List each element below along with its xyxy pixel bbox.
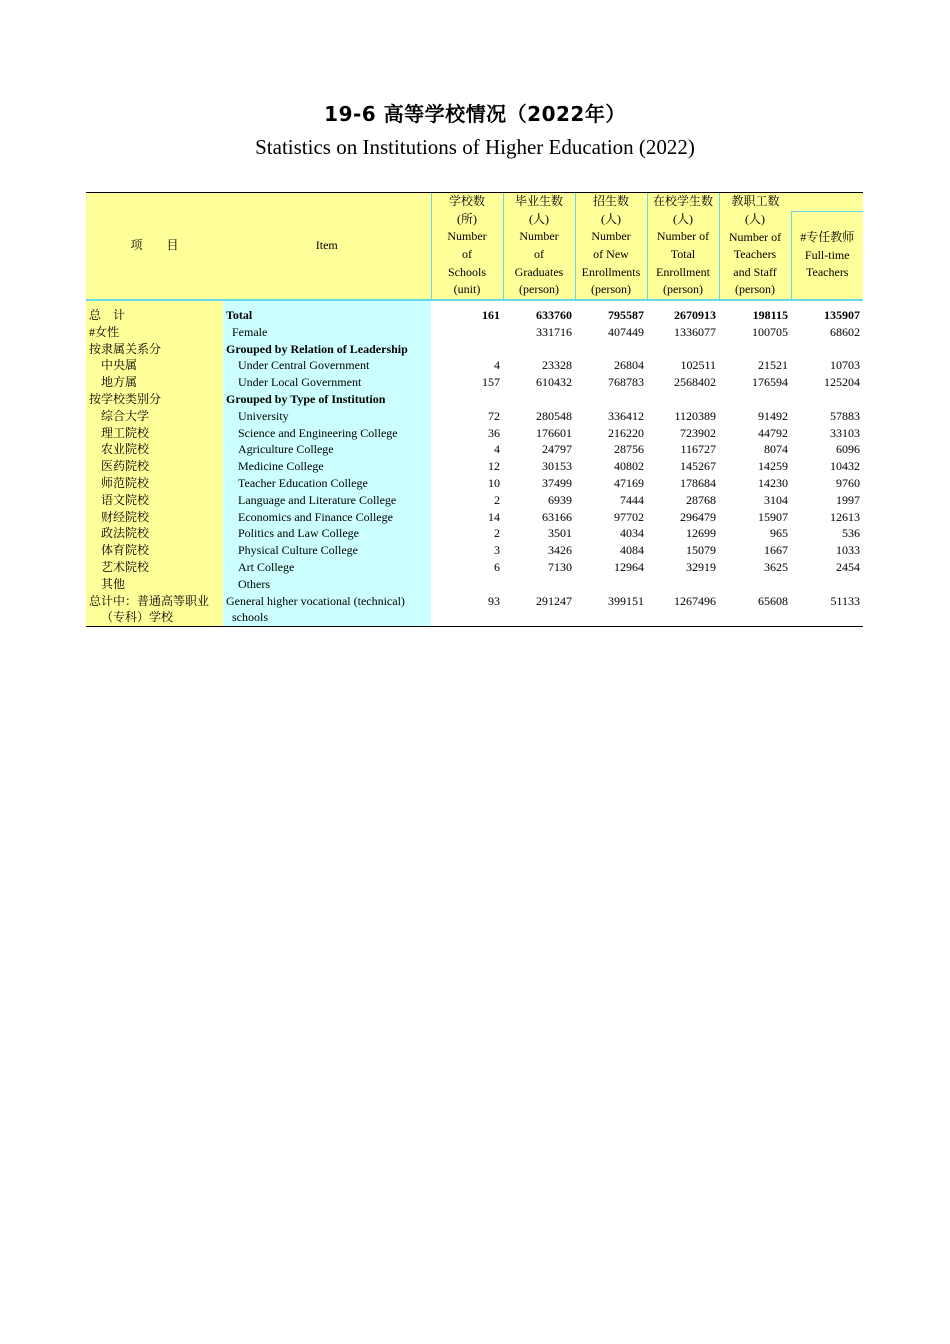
table-row xyxy=(86,492,863,509)
header-staff: (人) Number of Teachers and Staff (person) xyxy=(719,211,791,299)
cell-value: 51133 xyxy=(791,593,863,627)
cell-value: 2568402 xyxy=(674,375,716,390)
cell-value: 12964 xyxy=(614,560,644,575)
row-label-en: Female xyxy=(223,324,431,341)
cell-value: 176594 xyxy=(752,375,788,390)
table-row xyxy=(86,542,863,559)
cell-value: 2 xyxy=(494,526,500,541)
cell-value: 8074 xyxy=(764,442,788,457)
page-title-english: Statistics on Institutions of Higher Education (2022) xyxy=(255,135,695,159)
cell-value xyxy=(503,576,575,593)
cell-value: 23328 xyxy=(542,358,572,373)
spacer xyxy=(223,300,431,307)
row-label-en: Agriculture College xyxy=(223,441,431,458)
row-label-en: Under Local Government xyxy=(223,374,431,391)
table-row xyxy=(86,525,863,542)
cell-value xyxy=(647,391,719,408)
cell-value: 125204 xyxy=(824,375,860,390)
cell-value: 198115 xyxy=(752,308,788,323)
cell-value: 610432 xyxy=(536,375,572,390)
cell-value: 33103 xyxy=(830,425,860,440)
cell-value: 6939 xyxy=(548,492,572,507)
row-label-en: Teacher Education College xyxy=(223,475,431,492)
cell-value: 3501 xyxy=(548,526,572,541)
cell-value xyxy=(791,391,863,408)
cell-value: 3426 xyxy=(548,543,572,558)
cell-value: 3104 xyxy=(764,492,788,507)
cell-value: 14 xyxy=(488,509,500,524)
cell-value: 10432 xyxy=(830,459,860,474)
cell-value: 336412 xyxy=(608,408,644,423)
cell-value xyxy=(431,576,503,593)
table-row xyxy=(86,441,863,458)
cell-value: 28768 xyxy=(686,492,716,507)
cell-value: 30153 xyxy=(542,459,572,474)
header-item-cn: 项 目 xyxy=(86,193,223,300)
cell-value: 3 xyxy=(494,543,500,558)
cell-value: 2670913 xyxy=(674,308,716,323)
row-label-cn: 按隶属关系分 xyxy=(86,341,223,358)
cell-value: 24797 xyxy=(542,442,572,457)
cell-value: 37499 xyxy=(542,476,572,491)
cell-value xyxy=(503,341,575,358)
row-label-en: Grouped by Type of Institution xyxy=(223,391,431,408)
table-row xyxy=(86,374,863,391)
row-label-cn: 体育院校 xyxy=(86,542,223,559)
cell-value xyxy=(647,341,719,358)
cell-value xyxy=(791,341,863,358)
cell-value: 4 xyxy=(494,442,500,457)
row-label-cn: #女性 xyxy=(86,324,223,341)
spacer xyxy=(431,300,863,307)
cell-value: 1267496 xyxy=(647,593,719,627)
row-label-cn: 中央属 xyxy=(86,357,223,374)
row-label-cn: 其他 xyxy=(86,576,223,593)
row-label-en: Politics and Law College xyxy=(223,525,431,542)
cell-value: 768783 xyxy=(608,375,644,390)
cell-value xyxy=(431,341,503,358)
cell-value: 15907 xyxy=(758,509,788,524)
row-label-en: Grouped by Relation of Leadership xyxy=(223,341,431,358)
row-label-en: Medicine College xyxy=(223,458,431,475)
cell-value xyxy=(431,324,503,341)
cell-value: 145267 xyxy=(680,459,716,474)
cell-value: 399151 xyxy=(575,593,647,627)
row-label-cn: 总 计 xyxy=(86,307,223,324)
cell-value: 40802 xyxy=(614,459,644,474)
row-label-en: Under Central Government xyxy=(223,357,431,374)
cell-value xyxy=(719,341,791,358)
cell-value: 633760 xyxy=(536,308,572,323)
cell-value: 12 xyxy=(488,459,500,474)
cell-value xyxy=(575,576,647,593)
cell-value: 7130 xyxy=(548,560,572,575)
header-schools: 学校数 (所) Number of Schools (unit) xyxy=(431,193,503,300)
cell-value: 2454 xyxy=(836,560,860,575)
row-label-cn: 财经院校 xyxy=(86,509,223,526)
cell-value xyxy=(647,576,719,593)
cell-value xyxy=(719,391,791,408)
row-label-cn: 医药院校 xyxy=(86,458,223,475)
cell-value: 1997 xyxy=(836,492,860,507)
header-item-en: Item xyxy=(223,193,431,300)
cell-value: 72 xyxy=(488,408,500,423)
cell-value: 47169 xyxy=(614,476,644,491)
cell-value: 10 xyxy=(488,476,500,491)
cell-value: 280548 xyxy=(536,408,572,423)
cell-value: 6096 xyxy=(836,442,860,457)
table-row xyxy=(86,341,863,358)
row-label-en: Total xyxy=(223,307,431,324)
table-row xyxy=(86,458,863,475)
cell-value: 32919 xyxy=(686,560,716,575)
cell-value: 91492 xyxy=(758,408,788,423)
cell-value xyxy=(503,391,575,408)
cell-value: 135907 xyxy=(824,308,860,323)
cell-value: 1033 xyxy=(836,543,860,558)
row-label-cn: 农业院校 xyxy=(86,441,223,458)
row-label-en: Economics and Finance College xyxy=(223,509,431,526)
cell-value: 26804 xyxy=(614,358,644,373)
row-label-en: Language and Literature College xyxy=(223,492,431,509)
cell-value: 407449 xyxy=(608,324,644,339)
cell-value: 100705 xyxy=(752,324,788,339)
row-label-cn: 政法院校 xyxy=(86,525,223,542)
cell-value: 178684 xyxy=(680,476,716,491)
row-label-cn: 按学校类别分 xyxy=(86,391,223,408)
cell-value: 4 xyxy=(494,358,500,373)
cell-value: 12699 xyxy=(686,526,716,541)
cell-value: 536 xyxy=(842,526,860,541)
table-row xyxy=(86,576,863,593)
cell-value: 102511 xyxy=(680,358,716,373)
cell-value: 116727 xyxy=(680,442,716,457)
higher-education-table xyxy=(86,192,863,627)
row-label-cn: 语文院校 xyxy=(86,492,223,509)
row-label-en: General higher vocational (technical) schools xyxy=(223,593,431,627)
cell-value: 291247 xyxy=(503,593,575,627)
table-body xyxy=(86,300,863,627)
cell-value: 14230 xyxy=(758,476,788,491)
cell-value: 2 xyxy=(494,492,500,507)
table-row xyxy=(86,475,863,492)
cell-value: 216220 xyxy=(608,425,644,440)
cell-value: 965 xyxy=(770,526,788,541)
table-row xyxy=(86,408,863,425)
row-label-cn: 总计中：普通高等职业 （专科）学校 xyxy=(86,593,223,627)
cell-value: 4084 xyxy=(620,543,644,558)
cell-value: 4034 xyxy=(620,526,644,541)
cell-value: 36 xyxy=(488,425,500,440)
cell-value: 57883 xyxy=(830,408,860,423)
cell-value: 157 xyxy=(482,375,500,390)
cell-value: 296479 xyxy=(680,509,716,524)
row-label-cn: 师范院校 xyxy=(86,475,223,492)
header-new-enrollments: 招生数 (人) Number of New Enrollments (person) xyxy=(575,193,647,300)
cell-value xyxy=(791,576,863,593)
cell-value: 1336077 xyxy=(674,324,716,339)
cell-value xyxy=(431,391,503,408)
row-label-en: Science and Engineering College xyxy=(223,425,431,442)
cell-value: 10703 xyxy=(830,358,860,373)
page-title-chinese: 19-6 高等学校情况（2022年） xyxy=(324,102,626,126)
row-label-en: Art College xyxy=(223,559,431,576)
row-label-en: University xyxy=(223,408,431,425)
row-label-cn: 地方属 xyxy=(86,374,223,391)
cell-value: 44792 xyxy=(758,425,788,440)
table-row xyxy=(86,559,863,576)
cell-value: 97702 xyxy=(614,509,644,524)
cell-value: 3625 xyxy=(764,560,788,575)
cell-value: 161 xyxy=(482,308,500,323)
header-total-enrollment: 在校学生数 (人) Number of Total Enrollment (person) xyxy=(647,193,719,300)
row-label-cn: 艺术院校 xyxy=(86,559,223,576)
cell-value: 1667 xyxy=(764,543,788,558)
cell-value: 7444 xyxy=(620,492,644,507)
row-label-cn: 理工院校 xyxy=(86,425,223,442)
table-row xyxy=(86,324,863,341)
cell-value: 21521 xyxy=(758,358,788,373)
cell-value: 176601 xyxy=(536,425,572,440)
cell-value: 63166 xyxy=(542,509,572,524)
cell-value: 15079 xyxy=(686,543,716,558)
table-row xyxy=(86,509,863,526)
row-label-cn: 综合大学 xyxy=(86,408,223,425)
cell-value: 6 xyxy=(494,560,500,575)
cell-value: 65608 xyxy=(719,593,791,627)
spacer xyxy=(86,300,223,307)
table-header xyxy=(86,193,863,301)
row-label-en: Physical Culture College xyxy=(223,542,431,559)
cell-value: 795587 xyxy=(608,308,644,323)
header-fulltime-teachers: #专任教师 Full-time Teachers xyxy=(791,211,863,299)
table-row xyxy=(86,391,863,408)
cell-value xyxy=(719,576,791,593)
cell-value: 1120389 xyxy=(674,408,716,423)
table-row xyxy=(86,307,863,324)
cell-value: 9760 xyxy=(836,476,860,491)
cell-value: 14259 xyxy=(758,459,788,474)
header-staff-top: 教职工数 xyxy=(719,193,863,212)
header-graduates: 毕业生数 (人) Number of Graduates (person) xyxy=(503,193,575,300)
cell-value: 93 xyxy=(431,593,503,627)
cell-value: 68602 xyxy=(830,324,860,339)
cell-value xyxy=(575,341,647,358)
cell-value: 28756 xyxy=(614,442,644,457)
cell-value xyxy=(575,391,647,408)
table-row xyxy=(86,357,863,374)
table-row xyxy=(86,593,863,627)
cell-value: 723902 xyxy=(680,425,716,440)
cell-value: 12613 xyxy=(830,509,860,524)
table-row xyxy=(86,425,863,442)
row-label-en: Others xyxy=(223,576,431,593)
cell-value: 331716 xyxy=(536,324,572,339)
